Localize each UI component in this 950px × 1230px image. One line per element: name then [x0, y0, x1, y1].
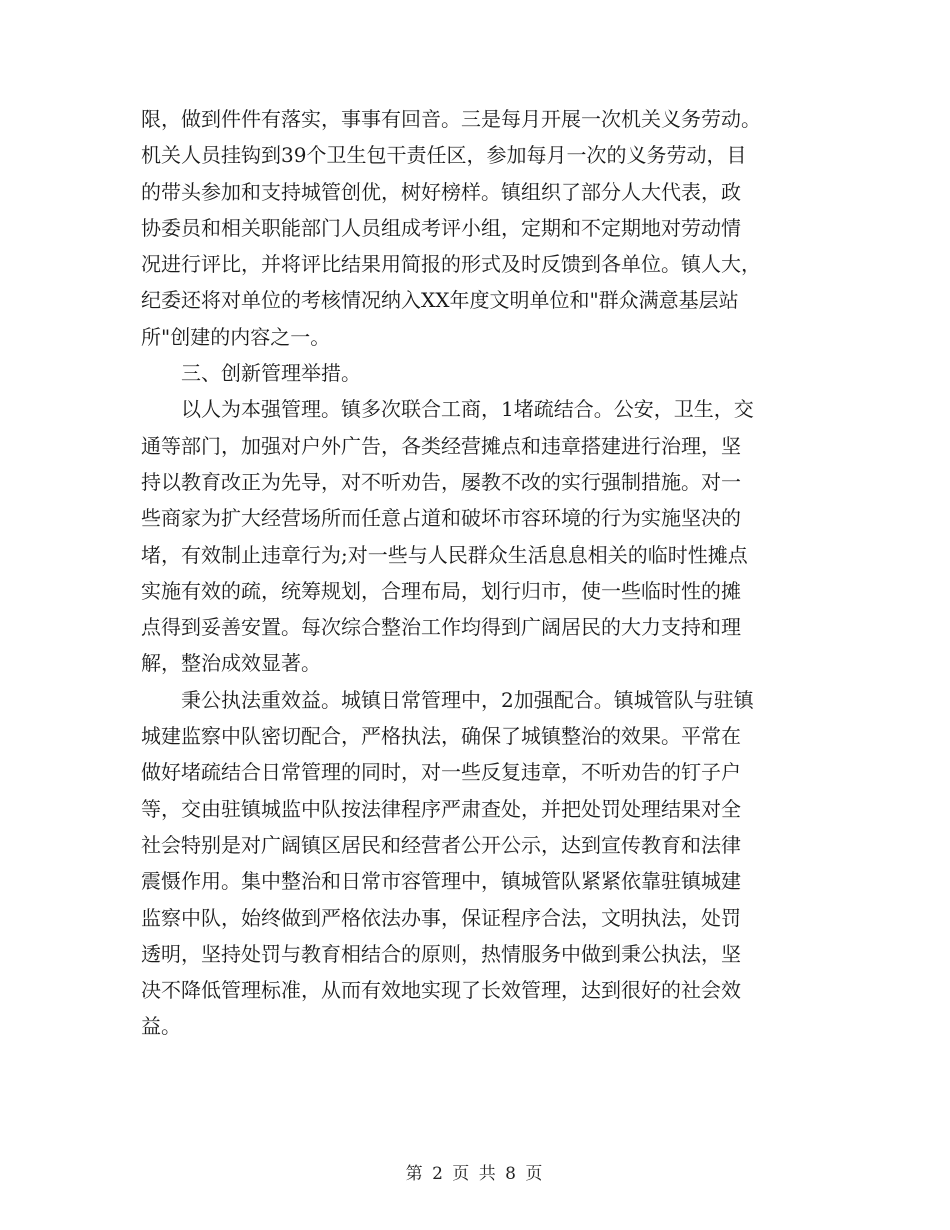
body-line: 通等部门，加强对户外广告，各类经营摊点和违章搭建进行治理，坚: [141, 433, 741, 458]
body-line: 城建监察中队密切配合，严格执法，确保了城镇整治的效果。平常在: [141, 724, 741, 749]
body-line: 益。: [141, 1014, 181, 1039]
body-line: 做好堵疏结合日常管理的同时，对一些反复违章，不听劝告的钉子户: [141, 760, 741, 785]
body-line: 机关人员挂钩到39个卫生包干责任区，参加每月一次的义务劳动，目: [141, 143, 747, 168]
paragraph-start-line: 以人为本强管理。镇多次联合工商，1堵疏结合。公安，卫生，交: [181, 397, 754, 422]
body-line: 所"创建的内容之一。: [141, 324, 331, 349]
body-line: 实施有效的疏，统筹规划，合理布局，划行归市，使一些临时性的摊: [141, 578, 741, 603]
body-line: 的带头参加和支持城管创优，树好榜样。镇组织了部分人大代表，政: [141, 179, 741, 204]
body-line: 点得到妥善安置。每次综合整治工作均得到广阔居民的大力支持和理: [141, 615, 741, 640]
body-line: 决不降低管理标准，从而有效地实现了长效管理，达到很好的社会效: [141, 978, 741, 1003]
body-line: 况进行评比，并将评比结果用简报的形式及时反馈到各单位。镇人大，: [141, 252, 761, 277]
body-line: 纪委还将对单位的考核情况纳入XX年度文明单位和"群众满意基层站: [141, 288, 739, 313]
body-line: 些商家为扩大经营场所而任意占道和破坏市容环境的行为实施坚决的: [141, 506, 741, 531]
body-line: 持以教育改正为先导，对不听劝告，屡教不改的实行强制措施。对一: [141, 469, 741, 494]
body-line: 协委员和相关职能部门人员组成考评小组，定期和不定期地对劳动情: [141, 215, 741, 240]
body-line: 社会特别是对广阔镇区居民和经营者公开公示，达到宣传教育和法律: [141, 832, 741, 857]
body-line: 透明，坚持处罚与教育相结合的原则，热情服务中做到秉公执法，坚: [141, 941, 741, 966]
body-line: 震慑作用。集中整治和日常市容管理中，镇城管队紧紧依靠驻镇城建: [141, 869, 741, 894]
page-number-footer: 第 2 页 共 8 页: [405, 1164, 545, 1184]
body-line: 限，做到件件有落实，事事有回音。三是每月开展一次机关义务劳动。: [141, 107, 761, 131]
body-line: 解，整治成效显著。: [141, 651, 321, 676]
body-line: 堵，有效制止违章行为;对一些与人民群众生活息息相关的临时性摊点: [141, 542, 748, 567]
section-heading: 三、创新管理举措。: [181, 361, 361, 386]
document-body: [141, 101, 813, 1045]
paragraph-start-line: 秉公执法重效益。城镇日常管理中，2加强配合。镇城管队与驻镇: [181, 687, 754, 712]
body-line: 等，交由驻镇城监中队按法律程序严肃查处，并把处罚处理结果对全: [141, 796, 741, 821]
body-line: 监察中队，始终做到严格依法办事，保证程序合法，文明执法，处罚: [141, 905, 741, 930]
